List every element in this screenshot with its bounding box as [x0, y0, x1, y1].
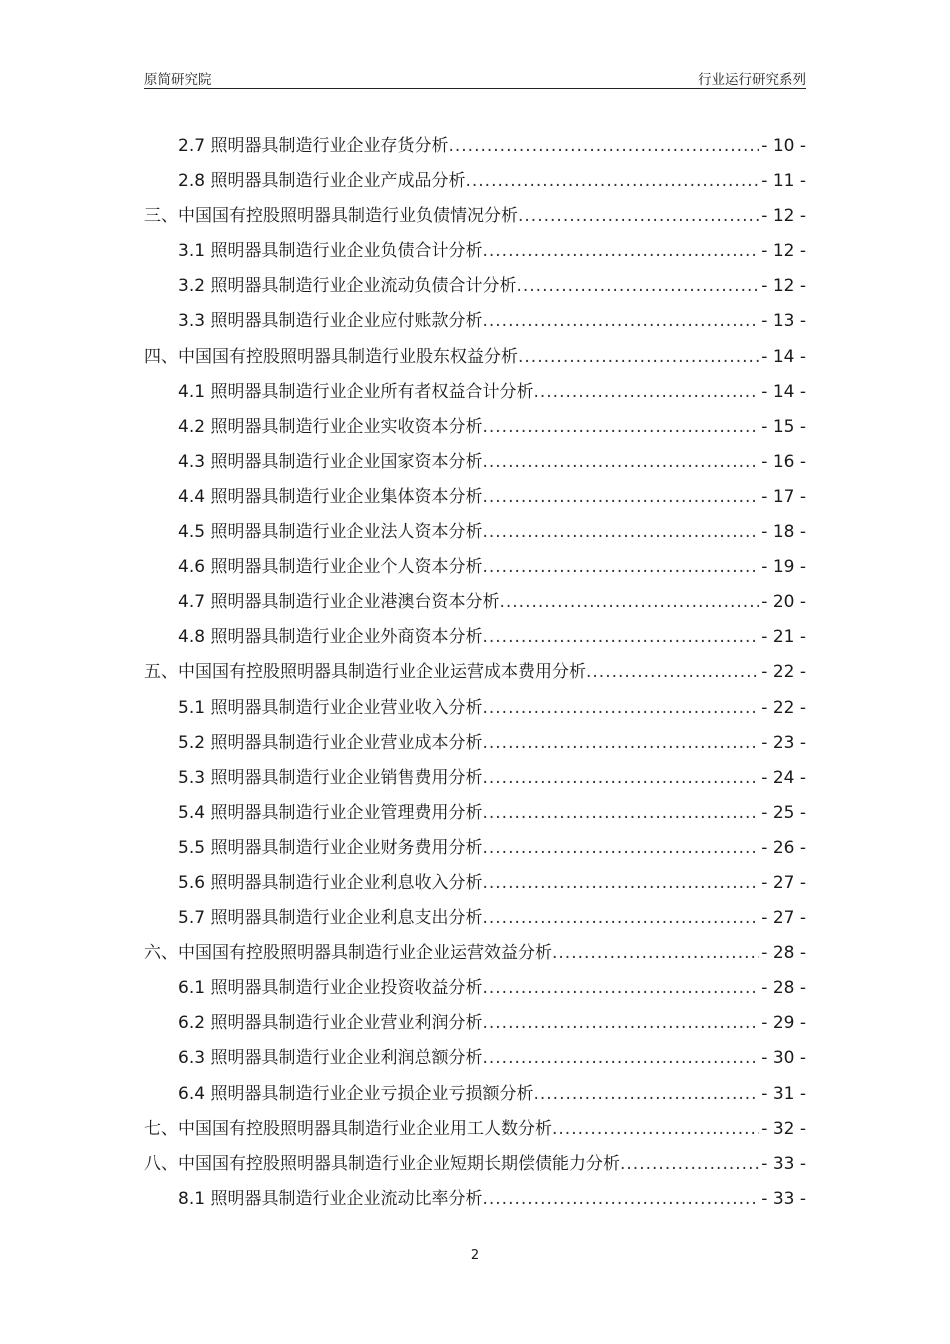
toc-chapter-entry[interactable]: [144, 199, 806, 234]
toc-entry-title: 8.1 照明器具制造行业企业流动比率分析: [178, 1188, 483, 1209]
toc-entry-page: - 33 -: [761, 1188, 806, 1209]
toc-dot-leader: [482, 971, 759, 1006]
toc-dot-leader: [482, 445, 759, 480]
toc-entry-title: 六、中国国有控股照明器具制造行业企业运营效益分析: [144, 943, 552, 964]
toc-entry-title: 4.1 照明器具制造行业企业所有者权益合计分析: [178, 381, 534, 402]
toc-entry-title: 2.8 照明器具制造行业企业产成品分析: [178, 171, 466, 192]
toc-dot-leader: [552, 936, 759, 971]
toc-chapter-entry[interactable]: [144, 1147, 806, 1182]
toc-dot-leader: [482, 901, 759, 936]
toc-section-entry[interactable]: [144, 269, 806, 304]
toc-entry-page: - 28 -: [761, 943, 806, 964]
toc-section-entry[interactable]: [144, 234, 806, 269]
toc-dot-leader: [482, 761, 759, 796]
toc-section-entry[interactable]: [144, 1077, 806, 1112]
toc-dot-leader: [516, 269, 759, 304]
toc-section-entry[interactable]: [144, 164, 806, 199]
toc-entry-page: - 12 -: [761, 241, 806, 262]
toc-section-entry[interactable]: [144, 726, 806, 761]
toc-entry-title: 6.1 照明器具制造行业企业投资收益分析: [178, 978, 483, 999]
toc-entry-title: 5.7 照明器具制造行业企业利息支出分析: [178, 908, 483, 929]
toc-entry-page: - 30 -: [761, 1048, 806, 1069]
toc-entry-page: - 28 -: [761, 978, 806, 999]
toc-section-entry[interactable]: [144, 761, 806, 796]
toc-dot-leader: [482, 480, 759, 515]
toc-section-entry[interactable]: [144, 901, 806, 936]
toc-section-entry[interactable]: [144, 550, 806, 585]
toc-entry-title: 八、中国国有控股照明器具制造行业企业短期长期偿债能力分析: [144, 1153, 620, 1174]
toc-dot-leader: [482, 691, 759, 726]
toc-section-entry[interactable]: [144, 445, 806, 480]
toc-dot-leader: [482, 515, 759, 550]
toc-entry-title: 4.3 照明器具制造行业企业国家资本分析: [178, 451, 483, 472]
page-number: 2: [470, 1248, 480, 1263]
toc-entry-page: - 17 -: [761, 486, 806, 507]
toc-dot-leader: [448, 129, 759, 164]
toc-entry-title: 5.6 照明器具制造行业企业利息收入分析: [178, 872, 483, 893]
toc-chapter-entry[interactable]: [144, 340, 806, 375]
toc-entry-page: - 14 -: [761, 381, 806, 402]
toc-dot-leader: [552, 1112, 759, 1147]
toc-entry-title: 5.4 照明器具制造行业企业管理费用分析: [178, 802, 483, 823]
toc-entry-page: - 25 -: [761, 802, 806, 823]
toc-entry-page: - 19 -: [761, 557, 806, 578]
header-institute-name: 原简研究院: [144, 72, 212, 88]
toc-dot-leader: [482, 1182, 759, 1217]
toc-entry-page: - 27 -: [761, 872, 806, 893]
toc-entry-title: 5.5 照明器具制造行业企业财务费用分析: [178, 837, 483, 858]
toc-section-entry[interactable]: [144, 410, 806, 445]
toc-dot-leader: [482, 1006, 759, 1041]
toc-chapter-entry[interactable]: [144, 655, 806, 690]
toc-entry-title: 4.7 照明器具制造行业企业港澳台资本分析: [178, 592, 500, 613]
toc-entry-title: 4.2 照明器具制造行业企业实收资本分析: [178, 416, 483, 437]
page-header: [144, 68, 806, 89]
toc-section-entry[interactable]: [144, 831, 806, 866]
toc-entry-title: 6.4 照明器具制造行业企业亏损企业亏损额分析: [178, 1083, 534, 1104]
toc-dot-leader: [533, 375, 759, 410]
toc-entry-title: 6.3 照明器具制造行业企业利润总额分析: [178, 1048, 483, 1069]
toc-section-entry[interactable]: [144, 971, 806, 1006]
toc-entry-page: - 23 -: [761, 732, 806, 753]
toc-dot-leader: [533, 1077, 759, 1112]
toc-entry-title: 5.1 照明器具制造行业企业营业收入分析: [178, 697, 483, 718]
toc-dot-leader: [620, 1147, 759, 1182]
toc-entry-title: 5.2 照明器具制造行业企业营业成本分析: [178, 732, 483, 753]
toc-section-entry[interactable]: [144, 796, 806, 831]
toc-dot-leader: [465, 164, 759, 199]
toc-dot-leader: [482, 550, 759, 585]
toc-section-entry[interactable]: [144, 1041, 806, 1076]
toc-dot-leader: [482, 796, 759, 831]
toc-entry-title: 4.4 照明器具制造行业企业集体资本分析: [178, 486, 483, 507]
toc-dot-leader: [482, 620, 759, 655]
toc-entry-title: 3.3 照明器具制造行业企业应付账款分析: [178, 311, 483, 332]
header-series-name: 行业运行研究系列: [698, 72, 806, 88]
toc-entry-page: - 26 -: [761, 837, 806, 858]
toc-section-entry[interactable]: [144, 129, 806, 164]
table-of-contents: [144, 129, 806, 1217]
toc-entry-page: - 15 -: [761, 416, 806, 437]
toc-section-entry[interactable]: [144, 691, 806, 726]
toc-dot-leader: [586, 655, 759, 690]
toc-entry-title: 4.6 照明器具制造行业企业个人资本分析: [178, 557, 483, 578]
toc-dot-leader: [482, 410, 759, 445]
toc-entry-page: - 18 -: [761, 522, 806, 543]
toc-entry-page: - 14 -: [761, 346, 806, 367]
toc-entry-title: 6.2 照明器具制造行业企业营业利润分析: [178, 1013, 483, 1034]
toc-entry-page: - 24 -: [761, 767, 806, 788]
toc-entry-title: 2.7 照明器具制造行业企业存货分析: [178, 136, 449, 156]
toc-entry-title: 四、中国国有控股照明器具制造行业股东权益分析: [144, 346, 518, 367]
toc-entry-page: - 32 -: [761, 1118, 806, 1139]
toc-dot-leader: [482, 304, 759, 339]
toc-entry-page: - 27 -: [761, 908, 806, 929]
toc-entry-title: 七、中国国有控股照明器具制造行业企业用工人数分析: [144, 1118, 552, 1139]
toc-entry-page: - 10 -: [761, 136, 806, 156]
toc-entry-title: 3.1 照明器具制造行业企业负债合计分析: [178, 241, 483, 262]
toc-section-entry[interactable]: [144, 304, 806, 339]
toc-entry-page: - 22 -: [761, 697, 806, 718]
toc-chapter-entry[interactable]: [144, 936, 806, 971]
toc-dot-leader: [482, 234, 759, 269]
toc-chapter-entry[interactable]: [144, 1112, 806, 1147]
toc-entry-title: 4.5 照明器具制造行业企业法人资本分析: [178, 522, 483, 543]
toc-entry-title: 五、中国国有控股照明器具制造行业企业运营成本费用分析: [144, 662, 586, 683]
toc-dot-leader: [482, 866, 759, 901]
toc-entry-page: - 16 -: [761, 451, 806, 472]
toc-section-entry[interactable]: [144, 1006, 806, 1041]
toc-dot-leader: [499, 585, 759, 620]
toc-entry-title: 3.2 照明器具制造行业企业流动负债合计分析: [178, 276, 517, 297]
toc-entry-page: - 22 -: [761, 662, 806, 683]
toc-entry-title: 5.3 照明器具制造行业企业销售费用分析: [178, 767, 483, 788]
toc-section-entry[interactable]: [144, 620, 806, 655]
toc-section-entry[interactable]: [144, 1182, 806, 1217]
toc-dot-leader: [482, 726, 759, 761]
toc-entry-page: - 12 -: [761, 276, 806, 297]
toc-entry-title: 三、中国国有控股照明器具制造行业负债情况分析: [144, 206, 518, 227]
toc-section-entry[interactable]: [144, 866, 806, 901]
toc-entry-page: - 31 -: [761, 1083, 806, 1104]
toc-section-entry[interactable]: [144, 480, 806, 515]
toc-entry-page: - 33 -: [761, 1153, 806, 1174]
toc-dot-leader: [518, 340, 759, 375]
toc-entry-page: - 20 -: [761, 592, 806, 613]
toc-section-entry[interactable]: [144, 375, 806, 410]
toc-entry-page: - 13 -: [761, 311, 806, 332]
toc-entry-title: 4.8 照明器具制造行业企业外商资本分析: [178, 627, 483, 648]
toc-dot-leader: [482, 1041, 759, 1076]
toc-dot-leader: [482, 831, 759, 866]
toc-dot-leader: [518, 199, 759, 234]
toc-entry-page: - 11 -: [761, 171, 806, 192]
toc-entry-page: - 21 -: [761, 627, 806, 648]
toc-entry-page: - 29 -: [761, 1013, 806, 1034]
toc-section-entry[interactable]: [144, 585, 806, 620]
toc-entry-page: - 12 -: [761, 206, 806, 227]
toc-section-entry[interactable]: [144, 515, 806, 550]
